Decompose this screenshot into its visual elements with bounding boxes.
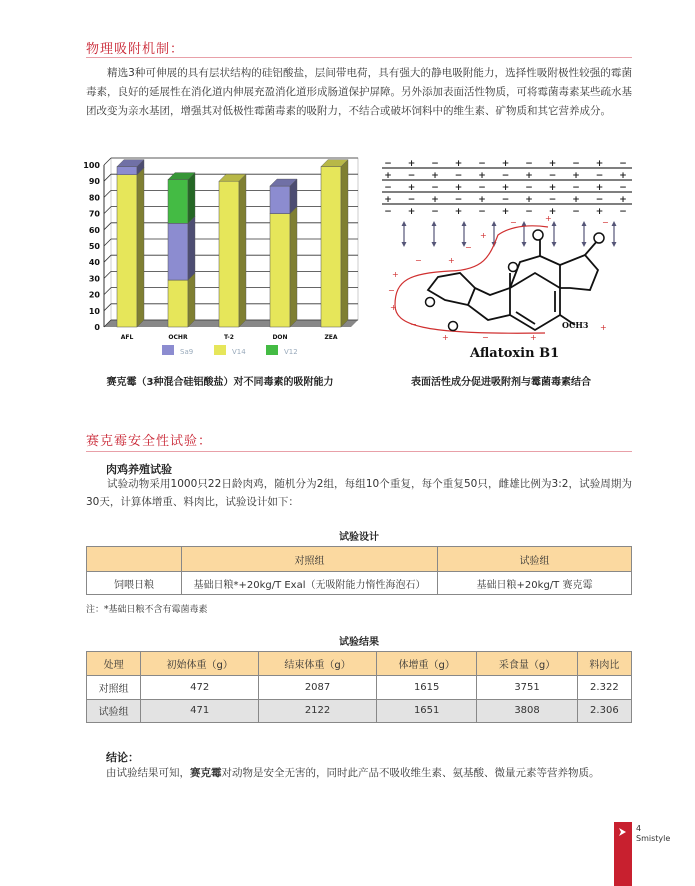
charge-sign: −: [407, 195, 416, 205]
arrow-head: [552, 242, 557, 247]
charge-sign: +: [448, 256, 455, 265]
arrow-head: [522, 221, 527, 226]
charge-sign: −: [410, 320, 417, 329]
charge-sign: −: [572, 159, 580, 169]
arrow-head: [402, 221, 407, 226]
charge-sign: +: [619, 171, 627, 181]
charge-sign: +: [454, 207, 463, 217]
charge-sign: +: [595, 183, 604, 193]
bar-side-OCHR-V14: [188, 273, 195, 327]
header-cell: 体增重（g）: [376, 652, 476, 676]
x-tick-label: OCHR: [168, 334, 188, 341]
gridline: [104, 255, 111, 262]
arrow-head: [402, 242, 407, 247]
charge-sign: +: [525, 195, 533, 205]
arrow-head: [612, 242, 617, 247]
footer-brand: Smistyle: [636, 834, 671, 843]
y-tick-label: 10: [88, 306, 100, 316]
legend-label-V14: V14: [232, 348, 246, 356]
legend-label-Sa9: Sa9: [180, 348, 194, 356]
y-tick-label: 70: [88, 209, 100, 219]
charge-sign: −: [572, 207, 580, 217]
charge-sign: −: [525, 159, 533, 169]
table-cell: 基础日粮*+20kg/T Exal（无吸附能力惰性海泡石）: [182, 572, 438, 595]
charge-sign: −: [431, 183, 439, 193]
charge-sign: −: [572, 183, 580, 193]
gridline: [104, 304, 111, 311]
conclusion-prefix: 由试验结果可知，: [106, 767, 190, 779]
charge-sign: +: [392, 270, 399, 279]
section-title-adsorption: 物理吸附机制：: [86, 42, 185, 57]
page-badge: [614, 822, 632, 886]
arrow-head: [492, 221, 497, 226]
brand-name: 赛克霉: [190, 767, 222, 779]
bar-AFL-V14: [117, 175, 137, 327]
charge-sign: −: [407, 171, 416, 181]
charge-sign: −: [431, 159, 439, 169]
table-cell: 3751: [477, 676, 577, 700]
design-table-title: 试验设计: [339, 532, 379, 543]
arrow-head: [432, 242, 437, 247]
conclusion-title: 结论：: [106, 751, 139, 764]
charge-sign: +: [478, 171, 486, 181]
charge-sign: −: [619, 207, 627, 217]
section-title-safety: 赛克霉安全性试验：: [86, 434, 213, 449]
charge-sign: +: [390, 303, 397, 312]
charge-sign: −: [384, 207, 392, 217]
table-cell: 472: [141, 676, 259, 700]
y-tick-label: 50: [88, 242, 100, 251]
bar-side-OCHR-V12: [188, 173, 195, 224]
charge-sign: −: [478, 207, 486, 217]
bar-side-T-2-V14: [239, 174, 246, 327]
gridline: [104, 239, 111, 246]
attraction-arrows: [402, 221, 617, 247]
y-tick-label: 20: [88, 290, 100, 300]
charge-sign: −: [454, 171, 463, 181]
charge-sign: −: [415, 256, 422, 265]
charge-sign: +: [501, 159, 510, 169]
charge-sign: +: [530, 333, 537, 342]
charge-sign: −: [384, 183, 392, 193]
charge-sign: −: [482, 333, 489, 342]
x-tick-label: ZEA: [324, 334, 338, 341]
charge-sign: +: [595, 159, 604, 169]
gridline: [104, 158, 111, 165]
header-cell: 结束体重（g）: [259, 652, 377, 676]
table-cell: 对照组: [87, 676, 141, 700]
conclusion-text: [106, 764, 636, 783]
bar-DON-V14: [270, 214, 290, 327]
charge-sign: −: [478, 183, 486, 193]
charge-sign: +: [501, 183, 510, 193]
charge-sign: +: [384, 171, 392, 181]
legend-swatch-Sa9: [162, 345, 174, 355]
x-tick-label: T-2: [224, 334, 234, 341]
y-tick-label: 60: [88, 225, 100, 235]
charge-sign: +: [454, 159, 463, 169]
bar-OCHR-Sa9: [168, 223, 188, 280]
gridline: [104, 271, 111, 278]
charge-sign: +: [548, 159, 557, 169]
gridline: [104, 174, 111, 181]
charge-sign: −: [384, 159, 392, 169]
charge-sign: −: [454, 195, 463, 205]
chart-caption: 赛克霉（3种混合硅铝酸盐）对不同毒素的吸附能力: [106, 377, 334, 388]
table-row: [87, 572, 632, 595]
och3-label: OCH3: [562, 320, 589, 330]
charge-sign: +: [548, 207, 557, 217]
header-cell: 对照组: [182, 547, 438, 572]
table-cell: 2.322: [577, 676, 631, 700]
table-row: [87, 699, 632, 723]
charge-sign: +: [525, 171, 533, 181]
table-cell: 基础日粮+20kg/T 赛克霉: [438, 572, 632, 595]
table-cell: 2087: [259, 676, 377, 700]
charge-sign: +: [454, 183, 463, 193]
design-table: [86, 546, 632, 595]
charge-sign: +: [442, 333, 449, 342]
header-cell: [87, 547, 182, 572]
y-tick-label: 40: [88, 258, 100, 268]
header-cell: 采食量（g）: [477, 652, 577, 676]
diagram-caption: 表面活性成分促进吸附剂与霉菌毒素结合: [411, 377, 591, 388]
bar-side-AFL-V14: [137, 168, 144, 327]
silicate-layers: [382, 159, 632, 217]
arrow-head: [552, 221, 557, 226]
table-row: [87, 676, 632, 700]
table-cell: 饲喂日粮: [87, 572, 182, 595]
bar-OCHR-V12: [168, 180, 188, 224]
charge-sign: −: [465, 243, 472, 252]
bar-OCHR-V14: [168, 280, 188, 327]
arrow-head: [522, 242, 527, 247]
charge-sign: −: [548, 195, 557, 205]
results-table-title: 试验结果: [339, 637, 379, 648]
trial-paragraph: 试验动物采用1000只22日龄肉鸡，随机分为2组，每组10个重复，每个重复50只，雌雄比例为3:2，试验周期为30天，计算体增重、料肉比，试验设计如下：: [86, 478, 632, 508]
header-cell: 试验组: [438, 547, 632, 572]
charge-sign: +: [600, 323, 607, 332]
legend-swatch-V14: [214, 345, 226, 355]
charge-sign: +: [431, 171, 439, 181]
charge-sign: +: [501, 207, 510, 217]
arrow-icon: [614, 822, 632, 842]
legend-label-V12: V12: [284, 348, 298, 356]
y-tick-label: 100: [83, 161, 100, 170]
charge-sign: +: [407, 207, 416, 217]
arrow-head: [582, 242, 587, 247]
y-tick-label: 0: [94, 323, 100, 332]
y-tick-label: 30: [88, 274, 100, 284]
header-cell: 初始体重（g）: [141, 652, 259, 676]
table-cell: 试验组: [87, 699, 141, 723]
bar-T-2-V14: [219, 181, 239, 327]
charge-sign: +: [548, 183, 557, 193]
charge-sign: −: [525, 183, 533, 193]
table-cell: 1651: [376, 699, 476, 723]
charge-sign: +: [545, 214, 552, 223]
bar-side-OCHR-Sa9: [188, 216, 195, 280]
bar-side-ZEA-V14: [341, 160, 348, 327]
charge-sign: +: [619, 195, 627, 205]
gridline: [104, 223, 111, 230]
charge-sign: +: [572, 171, 580, 181]
charge-sign: −: [595, 171, 604, 181]
gridline: [104, 190, 111, 197]
conclusion-suffix: 对动物是安全无害的，同时此产品不吸收维生素、氨基酸、微量元素等营养物质。: [221, 767, 600, 779]
charge-sign: −: [388, 286, 395, 295]
aflatoxin-adsorption-diagram: [370, 155, 632, 365]
charge-sign: −: [510, 218, 517, 227]
divider: [86, 57, 632, 58]
bar-side-DON-V14: [290, 207, 297, 327]
bar-ZEA-V14: [321, 167, 341, 327]
charge-sign: +: [595, 207, 604, 217]
charge-sign: −: [619, 183, 627, 193]
adsorption-chart: [80, 155, 360, 365]
charge-sign: −: [501, 171, 510, 181]
header-cell: 料肉比: [577, 652, 631, 676]
charge-sign: +: [384, 195, 392, 205]
aflatoxin-molecule: [428, 240, 598, 330]
charge-sign: +: [478, 195, 486, 205]
adsorption-paragraph: 精选3种可伸展的具有层状结构的硅铝酸盐，层间带电荷，具有强大的静电吸附能力，选择性吸附极性较强的霉菌毒素，良好的延展性在消化道内伸展充盈消化道形成肠道保护屏障。另外添加表面活性物质，可将霉菌毒素某些疏水基团改变为亲水基团，增强其对低极性霉菌毒素的吸附力，不结合或破坏饲料中的维生素、矿物质和其它营养成分。: [86, 67, 632, 117]
charge-sign: −: [478, 159, 486, 169]
charge-sign: +: [407, 159, 416, 169]
aflatoxin-label: Aflatoxin B1: [470, 346, 560, 361]
charge-sign: −: [619, 159, 627, 169]
y-tick-label: 90: [88, 177, 100, 187]
charge-sign: +: [572, 195, 580, 205]
x-tick-label: DON: [272, 334, 288, 341]
charge-sign: +: [407, 183, 416, 193]
bar-DON-Sa9: [270, 186, 290, 214]
charge-sign: −: [431, 207, 439, 217]
divider: [86, 451, 632, 452]
charge-sign: −: [602, 218, 609, 227]
table-cell: 471: [141, 699, 259, 723]
table-cell: 2122: [259, 699, 377, 723]
x-tick-label: AFL: [120, 334, 134, 341]
arrow-head: [582, 221, 587, 226]
header-cell: 处理: [87, 652, 141, 676]
design-note: 注：*基础日粮不含有霉菌毒素: [86, 605, 208, 615]
table-cell: 3808: [477, 699, 577, 723]
charge-sign: −: [595, 195, 604, 205]
charge-sign: −: [525, 207, 533, 217]
charge-sign: −: [548, 171, 557, 181]
table-cell: 1615: [376, 676, 476, 700]
trial-subtitle: 肉鸡养殖试验: [106, 463, 172, 476]
charge-sign: +: [480, 231, 487, 240]
arrow-head: [612, 221, 617, 226]
charge-sign: +: [431, 195, 439, 205]
page-number: 4: [636, 824, 642, 833]
legend-swatch-V12: [266, 345, 278, 355]
y-tick-label: 80: [88, 193, 100, 203]
arrow-head: [462, 221, 467, 226]
results-table: [86, 651, 632, 723]
charge-sign: −: [501, 195, 510, 205]
arrow-head: [432, 221, 437, 226]
table-cell: 2.306: [577, 699, 631, 723]
bar-AFL-Sa9: [117, 167, 137, 175]
gridline: [104, 288, 111, 295]
gridline: [104, 207, 111, 214]
